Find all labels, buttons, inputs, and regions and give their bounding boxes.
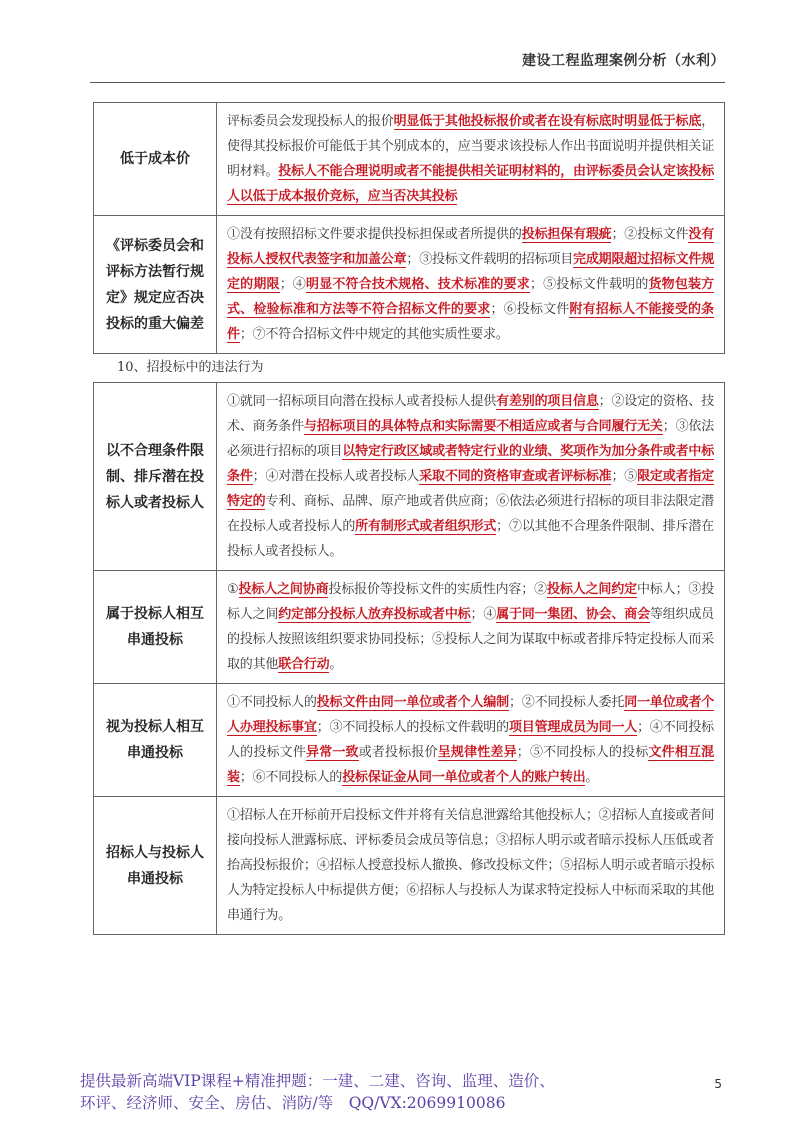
body-text: ；④不同投标人的投标文件 xyxy=(227,720,714,760)
highlighted-text: 异常一致 xyxy=(306,745,359,760)
highlighted-text: 投标人之间约定 xyxy=(546,582,637,597)
body-text: ；③依法必须进行招标的项目 xyxy=(227,419,714,459)
highlighted-text: 投标保证金从同一单位或者个人的账户转出 xyxy=(342,770,586,785)
row-label: 低于成本价 xyxy=(94,103,217,216)
row-label: 《评标委员会和评标方法暂行规定》规定应否决投标的重大偏差 xyxy=(94,216,217,354)
row-content xyxy=(217,103,725,216)
body-text: ；②投标文件 xyxy=(611,227,689,242)
highlighted-text: 有差别的项目信息 xyxy=(496,394,599,409)
row-content xyxy=(217,797,725,935)
header-title: 建设工程监理案例分析（水利） xyxy=(522,53,725,69)
row-content xyxy=(217,383,725,571)
row-content xyxy=(217,571,725,684)
body-text: ；⑦不符合招标文件中规定的其他实质性要求。 xyxy=(239,327,509,342)
highlighted-text: 约定部分投标人放弃投标或者中标 xyxy=(278,607,471,622)
body-text: ，使得其投标报价可能低于其个别成本的，应当要求该投标人作出书面说明并提供相关证明材料。 xyxy=(227,114,714,179)
highlighted-text: 限定或者指定特定的 xyxy=(227,469,714,509)
body-text: ；②不同投标人委托 xyxy=(508,695,625,710)
body-text: ①招标人在开标前开启投标文件并将有关信息泄露给其他投标人；②招标人直接或者间接向投标人泄露标底、评标委员会成员等信息；③招标人明示或者暗示投标人压低或者抬高投标报价；④招标人授意投标人撤换、修改投标文件；⑤招标人明示或者暗示投标人为特定投标人中标提供方便；⑥招标人与投标人为谋求特定投标人中标而采取的其他串通行为。 xyxy=(227,808,714,923)
body-text: ①就同一招标项目向潜在投标人或者投标人提供 xyxy=(227,394,497,409)
highlighted-text: 货物包装方式、检验标准和方法等不符合招标文件的要求 xyxy=(227,277,714,317)
row-label: 招标人与投标人串通投标 xyxy=(94,797,217,935)
highlighted-text: 明显低于其他投标报价或者在设有标底时明显低于标底 xyxy=(393,114,702,129)
row-label: 属于投标人相互串通投标 xyxy=(94,571,217,684)
highlighted-text: 所有制形式或者组织形式 xyxy=(355,519,497,534)
promo-line-1: 提供最新高端VIP课程+精准押题：一建、二建、咨询、监理、造价、 xyxy=(80,1072,555,1090)
body-text: ① xyxy=(227,582,239,597)
promo-line-2: 环评、经济师、安全、房估、消防/等 QQ/VX:2069910086 xyxy=(80,1094,506,1112)
table-row xyxy=(94,216,725,354)
body-text: 等组织成员的投标人按照该组织要求协同投标；⑤投标人之间为谋取中标或者排斥特定投标人而采取的其他 xyxy=(227,607,714,672)
highlighted-text: 附有招标人不能接受的条件 xyxy=(227,302,714,342)
highlighted-text: 同一单位或者个人办理投标事宜 xyxy=(227,695,714,735)
highlighted-text: 采取不同的资格审查或者评标标准 xyxy=(419,469,612,484)
body-text: 中标人；③投标人之间 xyxy=(227,582,714,622)
body-text: 。 xyxy=(585,770,599,785)
page-number: 5 xyxy=(714,1077,722,1091)
body-text: 或者投标报价 xyxy=(358,745,438,760)
table-row xyxy=(94,684,725,797)
highlighted-text: 投标担保有瑕疵 xyxy=(521,227,612,242)
highlighted-text: 投标人不能合理说明或者不能提供相关证明材料的，由评标委员会认定该投标人以低于成本报价竞标，应当否决其投标 xyxy=(227,164,714,204)
highlighted-text: 与招标项目的具体特点和实际需要不相适应或者与合同履行无关 xyxy=(303,419,663,434)
body-text: ；⑤ xyxy=(611,469,638,484)
table-row xyxy=(94,383,725,571)
body-text: 。 xyxy=(329,657,343,672)
highlighted-text: 属于同一集团、协会、商会 xyxy=(496,607,650,622)
highlighted-text: 没有投标人授权代表签字和加盖公章 xyxy=(227,227,714,267)
highlighted-text: 完成期限超过招标文件规定的期限 xyxy=(227,252,714,292)
body-text: ；③不同投标人的投标文件载明的 xyxy=(316,720,509,735)
highlighted-text: 投标人之间协商 xyxy=(238,582,329,597)
body-text: ；③投标文件载明的招标项目 xyxy=(406,252,574,267)
row-label: 以不合理条件限制、排斥潜在投标人或者投标人 xyxy=(94,383,217,571)
body-text: 专利、商标、品牌、原产地或者供应商；⑥依法必须进行招标的项目非法限定潜在投标人或者投标人的 xyxy=(227,494,714,534)
body-text: ；④ xyxy=(279,277,307,292)
body-text: ；⑥不同投标人的 xyxy=(239,770,343,785)
highlighted-text: 以特定行政区域或者特定行业的业绩、奖项作为加分条件或者中标条件 xyxy=(227,444,715,484)
body-text: 评标委员会发现投标人的报价 xyxy=(227,114,394,129)
row-label: 视为投标人相互串通投标 xyxy=(94,684,217,797)
table-row xyxy=(94,103,725,216)
row-content xyxy=(217,216,725,354)
highlighted-text: 联合行动 xyxy=(278,657,330,672)
body-text: ；⑤投标文件载明的 xyxy=(529,277,649,292)
highlighted-text: 呈规律性差异 xyxy=(437,745,517,760)
promo-footer xyxy=(80,1070,700,1114)
highlighted-text: 明显不符合技术规格、技术标准的要求 xyxy=(306,277,530,292)
body-text: ①不同投标人的 xyxy=(227,695,317,710)
highlighted-text: 投标文件由同一单位或者个人编制 xyxy=(316,695,509,710)
highlighted-text: 文件相互混装 xyxy=(227,745,714,785)
table-evaluation-rules xyxy=(93,102,725,354)
section-title: 10、招投标中的违法行为 xyxy=(117,360,264,375)
highlighted-text: 项目管理成员为同一人 xyxy=(508,720,638,735)
body-text: ；④对潜在投标人或者投标人 xyxy=(252,469,420,484)
body-text: 投标报价等投标文件的实质性内容；② xyxy=(328,582,547,597)
header-divider xyxy=(90,82,725,83)
body-text: ；⑥投标文件 xyxy=(490,302,570,317)
table-row xyxy=(94,571,725,684)
body-text: ①没有按照招标文件要求提供投标担保或者所提供的 xyxy=(227,227,522,242)
body-text: ；②设定的资格、技术、商务条件 xyxy=(227,394,714,434)
table-illegal-acts xyxy=(93,382,725,935)
body-text: ；⑦以其他不合理条件限制、排斥潜在投标人或者投标人。 xyxy=(227,519,714,559)
table-row xyxy=(94,797,725,935)
row-content xyxy=(217,684,725,797)
body-text: ；⑤不同投标人的投标 xyxy=(516,745,649,760)
body-text: ；④ xyxy=(470,607,497,622)
